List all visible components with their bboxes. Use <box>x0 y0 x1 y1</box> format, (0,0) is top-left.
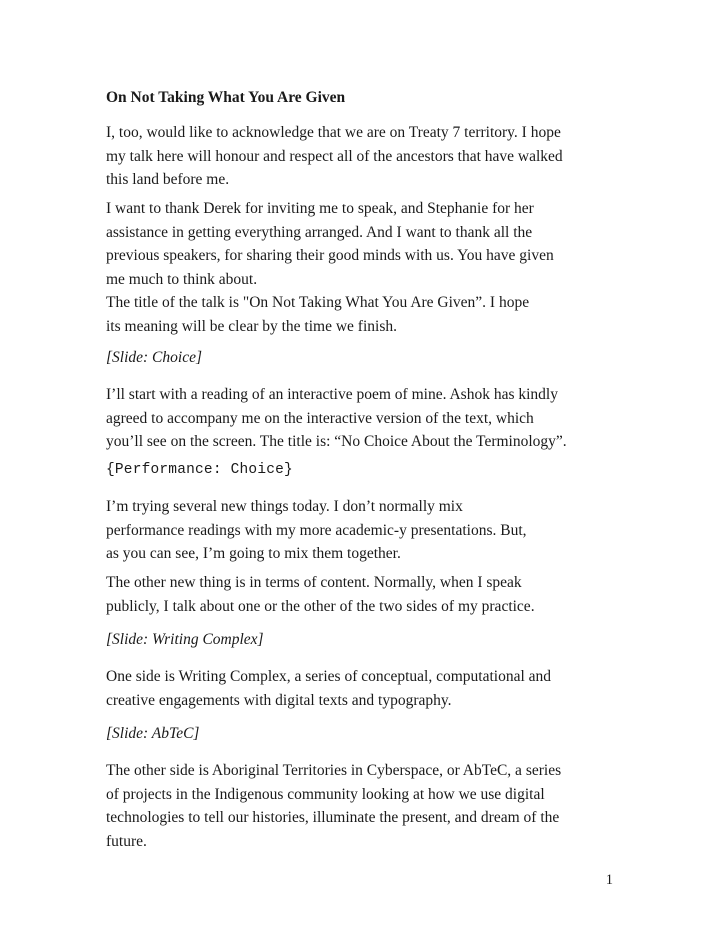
paragraph-content <box>106 571 626 618</box>
paragraph-new-things <box>106 495 626 566</box>
paragraph-line: I want to thank Derek for inviting me to speak, and Stephanie for her <box>106 200 534 217</box>
document-title: On Not Taking What You Are Given <box>106 89 346 106</box>
paragraph-line: its meaning will be clear by the time we finish. <box>106 317 397 335</box>
paragraph-acknowledgement <box>106 121 626 192</box>
page-number: 1 <box>605 872 613 888</box>
paragraph-line: creative engagements with digital texts and typography. <box>106 691 452 709</box>
slide-cue-text: [Slide: Choice] <box>106 349 202 366</box>
performance-cue-text: {Performance: Choice} <box>106 462 293 478</box>
slide-cue-writing-complex <box>106 628 626 652</box>
paragraph-line: me much to think about. <box>106 270 258 288</box>
slide-cue-abtec <box>106 722 626 746</box>
paragraph-line: previous speakers, for sharing their good minds with us. You have given <box>106 247 554 264</box>
paragraph-title-explanation <box>106 291 626 338</box>
slide-cue-choice <box>106 346 626 370</box>
slide-cue-text: [Slide: Writing Complex] <box>106 631 264 648</box>
paragraph-line: technologies to tell our histories, illuminate the present, and dream of the <box>106 809 560 826</box>
paragraph-line: The other side is Aboriginal Territories in Cyberspace, or AbTeC, a series <box>106 762 562 779</box>
paragraph-line: I’ll start with a reading of an interactive poem of mine. Ashok has kindly <box>106 386 558 403</box>
performance-cue <box>106 459 626 483</box>
paragraph-line: this land before me. <box>106 171 230 188</box>
slide-cue-text: [Slide: AbTeC] <box>106 725 200 742</box>
paragraph-line: One side is Writing Complex, a series of conceptual, computational and <box>106 668 552 685</box>
paragraph-line: assistance in getting everything arranged. And I want to thank all the <box>106 223 533 241</box>
paragraph-line: performance readings with my more academic-y presentations. But, <box>106 521 527 539</box>
paragraph-line: my talk here will honour and respect all of the ancestors that have walked <box>106 147 563 165</box>
paragraph-line: I’m trying several new things today. I don’t normally mix <box>106 498 463 515</box>
paragraph-line: The other new thing is in terms of content. Normally, when I speak <box>106 574 522 591</box>
paragraph-line: future. <box>106 832 147 850</box>
paragraph-line: of projects in the Indigenous community looking at how we use digital <box>106 785 545 803</box>
paragraph-line: you’ll see on the screen. The title is: “No Choice About the Terminology”. <box>106 433 567 450</box>
paragraph-reading-intro <box>106 383 626 454</box>
paragraph-line: The title of the talk is "On Not Taking What You Are Given”. I hope <box>106 294 530 311</box>
paragraph-line: as you can see, I’m going to mix them together. <box>106 545 401 562</box>
paragraph-line: publicly, I talk about one or the other of the two sides of my practice. <box>106 597 535 615</box>
paragraph-line: agreed to accompany me on the interactive version of the text, which <box>106 409 534 427</box>
paragraph-thanks <box>106 197 626 291</box>
paragraph-writing-complex <box>106 665 626 712</box>
paragraph-line: I, too, would like to acknowledge that we are on Treaty 7 territory. I hope <box>106 124 561 141</box>
paragraph-abtec <box>106 759 626 853</box>
